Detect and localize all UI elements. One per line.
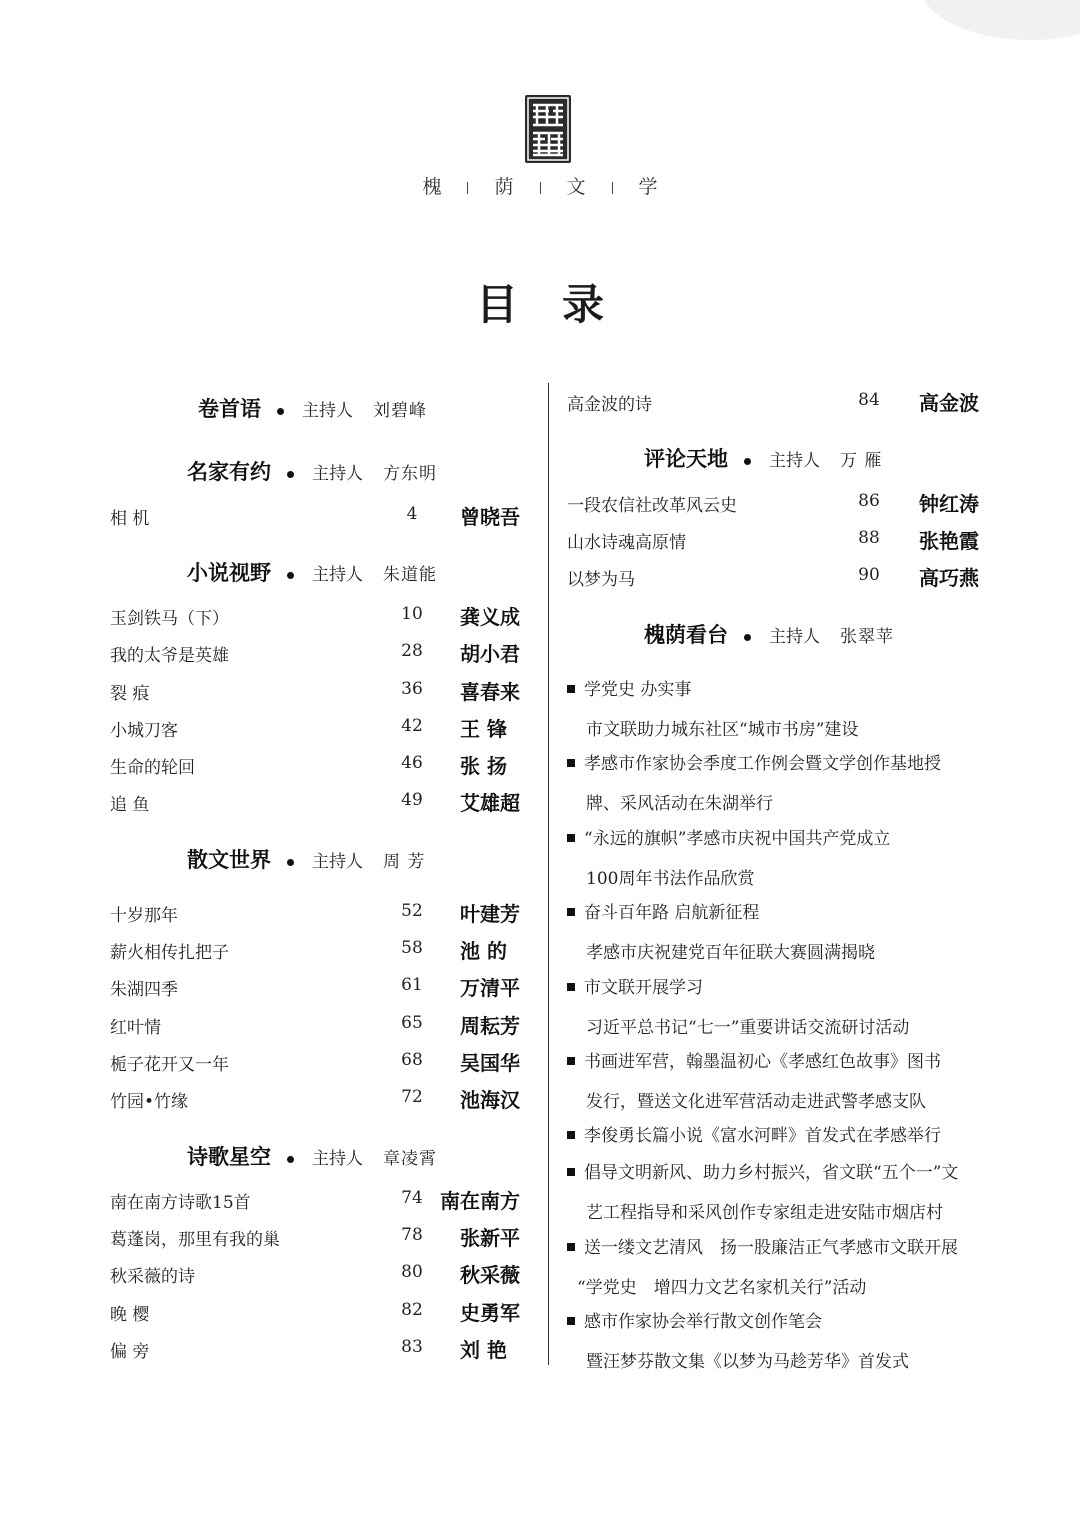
- toc-entry[interactable]: [110, 1296, 525, 1326]
- square-bullet-icon: [567, 1243, 575, 1251]
- news-item[interactable]: [567, 1121, 997, 1146]
- news-item[interactable]: [567, 749, 997, 814]
- host-name: 章凌霄: [383, 1149, 437, 1169]
- news-line: “学党史 增四力文艺名家机关行”活动: [577, 1278, 867, 1298]
- entry-page: 84: [858, 390, 880, 410]
- toc-entry[interactable]: [110, 712, 525, 742]
- news-line: 学党史 办实事: [584, 680, 692, 700]
- entry-author: 高金波: [919, 391, 979, 415]
- entry-page: 46: [401, 753, 423, 773]
- section-header: [644, 619, 894, 649]
- entry-page: 83: [401, 1337, 423, 1357]
- square-bullet-icon: [567, 1057, 575, 1065]
- section-name: 小说视野: [187, 560, 271, 585]
- toc-entry[interactable]: [110, 1184, 525, 1214]
- entry-page: 86: [858, 491, 880, 511]
- seal-logo-icon: [525, 95, 571, 163]
- square-bullet-icon: [567, 759, 575, 767]
- news-item[interactable]: [567, 898, 997, 963]
- magazine-char: 学: [638, 176, 658, 198]
- magazine-char: 文: [566, 176, 586, 198]
- news-line: 习近平总书记“七一”重要讲话交流研讨活动: [586, 1018, 910, 1038]
- square-bullet-icon: [567, 1131, 575, 1139]
- news-line: 艺工程指导和采风创作专家组走进安陆市烟店村: [586, 1203, 943, 1223]
- entry-page: 4: [406, 504, 418, 524]
- section-header: [187, 456, 437, 486]
- section-name: 卷首语: [198, 396, 261, 421]
- entry-author: 艾雄超: [460, 791, 520, 815]
- entry-title: 小城刀客: [110, 721, 178, 741]
- news-line: “永远的旗帜”孝感市庆祝中国共产党成立: [584, 829, 891, 849]
- square-bullet-icon: [567, 1317, 575, 1325]
- page-title: 目录: [475, 280, 648, 329]
- entry-title: 栀子花开又一年: [110, 1055, 229, 1075]
- entry-author: 张 扬: [460, 754, 507, 778]
- entry-author: 王 锋: [460, 717, 507, 741]
- entry-title: 偏 旁: [110, 1342, 150, 1362]
- magazine-char: 荫: [494, 176, 514, 198]
- entry-author: 吴国华: [460, 1051, 520, 1075]
- entry-author: 池 的: [460, 939, 507, 963]
- entry-author: 高巧燕: [919, 566, 979, 590]
- square-bullet-icon: [567, 1168, 575, 1176]
- toc-entry[interactable]: [110, 500, 525, 530]
- entry-title: 红叶情: [110, 1018, 161, 1038]
- host-name: 方东明: [383, 464, 437, 484]
- entry-page: 82: [401, 1300, 423, 1320]
- section-name: 名家有约: [187, 459, 271, 484]
- host-label: 主持人: [302, 401, 353, 421]
- square-bullet-icon: [567, 983, 575, 991]
- bullet-dot: [287, 859, 294, 866]
- entry-title: 薪火相传扎把子: [110, 943, 229, 963]
- entry-page: 65: [401, 1013, 423, 1033]
- entry-page: 10: [401, 604, 423, 624]
- entry-title: 朱湖四季: [110, 980, 178, 1000]
- square-bullet-icon: [567, 685, 575, 693]
- entry-page: 28: [401, 641, 423, 661]
- entry-author: 秋采薇: [460, 1263, 520, 1287]
- entry-author: 钟红涛: [919, 492, 979, 516]
- entry-title: 生命的轮回: [110, 758, 195, 778]
- news-line: 奋斗百年路 启航新征程: [584, 903, 760, 923]
- section-header: [187, 844, 425, 874]
- entry-title: 我的太爷是英雄: [110, 646, 229, 666]
- entry-author: 曾晓吾: [460, 505, 520, 529]
- host-name: 刘碧峰: [373, 401, 427, 421]
- entry-page: 49: [401, 790, 423, 810]
- section-header: [644, 443, 882, 473]
- entry-author: 张新平: [460, 1226, 520, 1250]
- entry-author: 万清平: [460, 976, 520, 1000]
- section-header: [198, 393, 427, 423]
- host-label: 主持人: [769, 451, 820, 471]
- magazine-char: 槐: [422, 176, 442, 198]
- toc-entry[interactable]: [110, 749, 525, 779]
- entry-author: 刘 艳: [460, 1338, 507, 1362]
- host-name: 万 雁: [840, 451, 883, 471]
- toc-entry[interactable]: [110, 934, 525, 964]
- entry-title: 相 机: [110, 509, 150, 529]
- entry-title: 裂 痕: [110, 684, 150, 704]
- entry-page: 78: [401, 1225, 423, 1245]
- entry-title: 晚 樱: [110, 1305, 150, 1325]
- entry-author: 叶建芳: [460, 902, 520, 926]
- entry-author: 龚义成: [460, 605, 520, 629]
- section-name: 评论天地: [644, 446, 728, 471]
- bullet-dot: [287, 471, 294, 478]
- entry-author: 史勇军: [460, 1301, 520, 1325]
- entry-author: 池海汉: [460, 1088, 520, 1112]
- entry-title: 玉剑铁马（下）: [110, 609, 229, 629]
- host-name: 张翠苹: [840, 627, 894, 647]
- toc-entry[interactable]: [110, 637, 525, 667]
- toc-entry[interactable]: [567, 386, 987, 416]
- entry-title: 十岁那年: [110, 906, 178, 926]
- toc-entry[interactable]: [110, 1083, 525, 1113]
- entry-page: 58: [401, 938, 423, 958]
- entry-page: 52: [401, 901, 423, 921]
- entry-author: 喜春来: [460, 680, 520, 704]
- entry-page: 74: [401, 1188, 423, 1208]
- entry-author: 周耘芳: [460, 1014, 520, 1038]
- toc-entry[interactable]: [110, 786, 525, 816]
- section-header: [187, 1141, 437, 1171]
- entry-page: 72: [401, 1087, 423, 1107]
- bullet-dot: [287, 1156, 294, 1163]
- entry-title: 追 鱼: [110, 795, 150, 815]
- host-label: 主持人: [312, 464, 363, 484]
- news-line: 送一缕文艺清风 扬一股廉洁正气孝感市文联开展: [584, 1238, 958, 1258]
- toc-entry[interactable]: [110, 600, 525, 630]
- toc-entry[interactable]: [110, 675, 525, 705]
- bullet-dot: [277, 408, 284, 415]
- news-line: 孝感市庆祝建党百年征联大赛圆满揭晓: [586, 943, 875, 963]
- magazine-name: [0, 172, 1080, 199]
- entry-page: 90: [858, 565, 880, 585]
- host-label: 主持人: [312, 852, 363, 872]
- news-line: 倡导文明新风、助力乡村振兴，省文联“五个一”文: [584, 1163, 959, 1183]
- bullet-dot: [744, 458, 751, 465]
- entry-title: 南在南方诗歌15首: [110, 1193, 251, 1213]
- char-separator: [467, 182, 468, 194]
- toc-entry[interactable]: [110, 1221, 525, 1251]
- news-line: 发行，暨送文化进军营活动走进武警孝感支队: [586, 1092, 926, 1112]
- news-item[interactable]: [567, 675, 997, 740]
- section-name: 槐荫看台: [644, 622, 728, 647]
- news-line: 书画进军营，翰墨温初心《孝感红色故事》图书: [584, 1052, 941, 1072]
- entry-title: 山水诗魂高原情: [567, 533, 686, 553]
- host-label: 主持人: [312, 1149, 363, 1169]
- square-bullet-icon: [567, 908, 575, 916]
- host-name: 周 芳: [383, 852, 426, 872]
- section-name: 诗歌星空: [187, 1144, 271, 1169]
- entry-title: 竹园•竹缘: [110, 1092, 189, 1112]
- toc-entry[interactable]: [567, 561, 987, 591]
- entry-author: 张艳霞: [919, 529, 979, 553]
- toc-entry[interactable]: [110, 1046, 525, 1076]
- news-line: 牌、采风活动在朱湖举行: [586, 794, 773, 814]
- news-item[interactable]: [567, 1233, 997, 1298]
- toc-entry[interactable]: [110, 1009, 525, 1039]
- entry-title: 一段农信社改革风云史: [567, 496, 737, 516]
- entry-title: 高金波的诗: [567, 395, 652, 415]
- entry-page: 36: [401, 679, 423, 699]
- news-line: 孝感市作家协会季度工作例会暨文学创作基地授: [584, 754, 941, 774]
- news-line: 市文联助力城东社区“城市书房”建设: [586, 720, 859, 740]
- host-name: 朱道能: [383, 565, 437, 585]
- entry-page: 88: [858, 528, 880, 548]
- toc-entry[interactable]: [110, 971, 525, 1001]
- page-corner-shadow: [920, 0, 1080, 40]
- entry-title: 秋采薇的诗: [110, 1267, 195, 1287]
- bullet-dot: [287, 572, 294, 579]
- news-item[interactable]: [567, 973, 997, 1038]
- entry-author: 胡小君: [460, 642, 520, 666]
- host-label: 主持人: [312, 565, 363, 585]
- news-line: 李俊勇长篇小说《富水河畔》首发式在孝感举行: [584, 1126, 941, 1146]
- square-bullet-icon: [567, 834, 575, 842]
- news-line: 市文联开展学习: [584, 978, 703, 998]
- section-name: 散文世界: [187, 847, 271, 872]
- news-line: 100周年书法作品欣赏: [586, 869, 755, 889]
- entry-title: 葛蓬岗，那里有我的巢: [110, 1230, 280, 1250]
- entry-page: 68: [401, 1050, 423, 1070]
- entry-page: 42: [401, 716, 423, 736]
- news-item[interactable]: [567, 824, 997, 889]
- toc-entry[interactable]: [110, 897, 525, 927]
- bullet-dot: [744, 634, 751, 641]
- news-item[interactable]: [567, 1307, 997, 1372]
- char-separator: [540, 182, 541, 194]
- toc-entry[interactable]: [567, 524, 987, 554]
- news-item[interactable]: [567, 1158, 997, 1223]
- host-label: 主持人: [769, 627, 820, 647]
- section-header: [187, 557, 437, 587]
- column-divider: [548, 383, 549, 1365]
- news-item[interactable]: [567, 1047, 997, 1112]
- char-separator: [612, 182, 613, 194]
- toc-entry[interactable]: [567, 487, 987, 517]
- entry-page: 80: [401, 1262, 423, 1282]
- entry-author: 南在南方: [440, 1189, 520, 1213]
- news-line: 感市作家协会举行散文创作笔会: [584, 1312, 822, 1332]
- news-line: 暨汪梦芬散文集《以梦为马趁芳华》首发式: [586, 1352, 909, 1372]
- entry-title: 以梦为马: [567, 570, 635, 590]
- toc-entry[interactable]: [110, 1258, 525, 1288]
- toc-entry[interactable]: [110, 1333, 525, 1363]
- entry-page: 61: [401, 975, 423, 995]
